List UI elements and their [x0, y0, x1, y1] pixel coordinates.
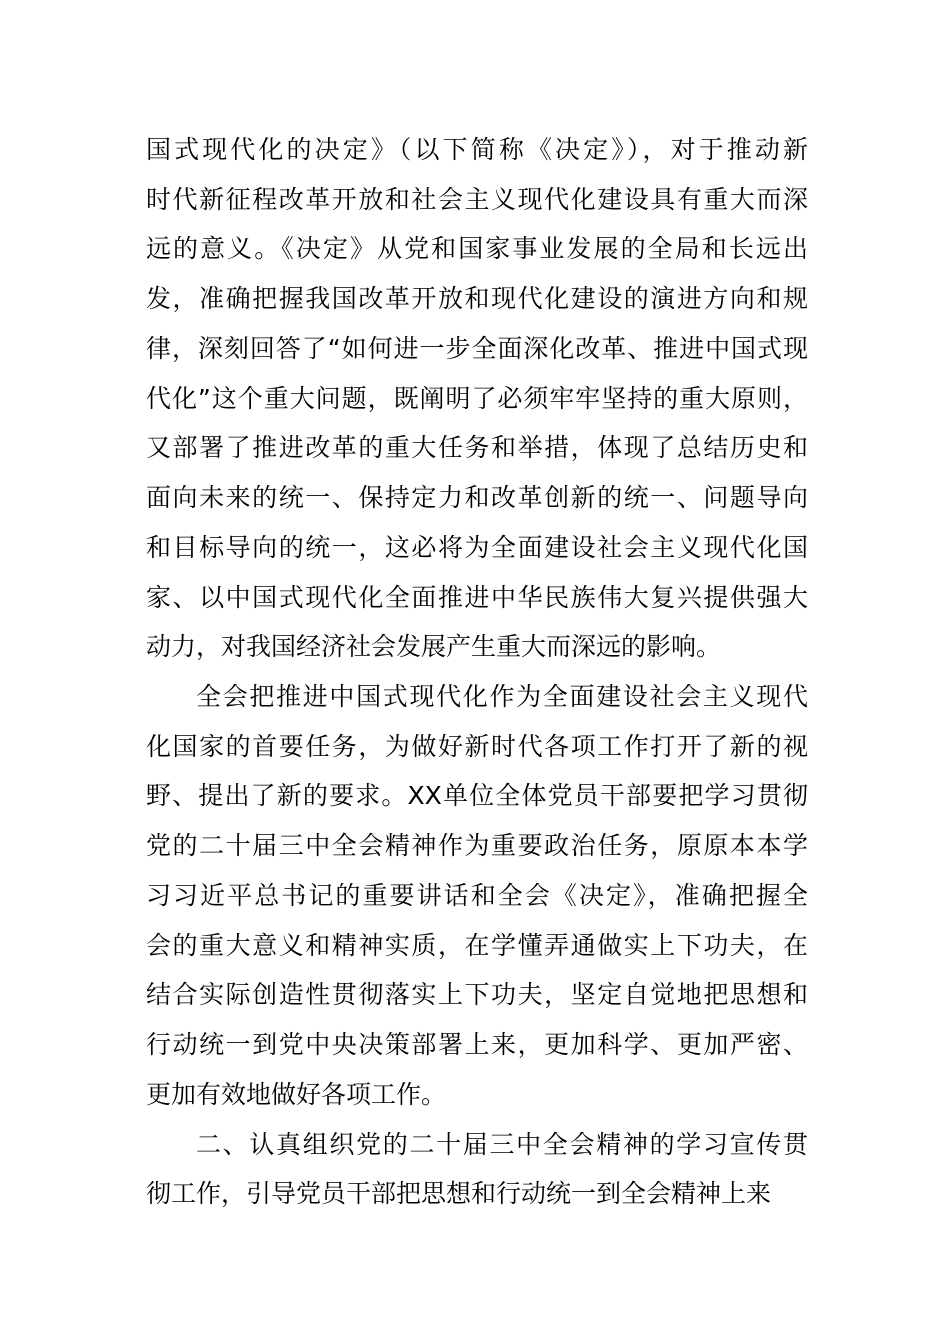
- text-line: 面向未来的统一、保持定力和改革创新的统一、问题导向: [146, 483, 808, 512]
- text-line: 动力，对我国经济社会发展产生重大而深远的影响。: [146, 632, 722, 661]
- text-line: 时代新征程改革开放和社会主义现代化建设具有重大而深: [146, 185, 808, 214]
- text-line: 和目标导向的统一，这必将为全面建设社会主义现代化国: [146, 533, 808, 562]
- text-line: 行动统一到党中央决策部署上来，更加科学、更加严密、: [146, 1030, 808, 1059]
- text-line: 结合实际创造性贯彻落实上下功夫，坚定自觉地把思想和: [146, 980, 808, 1009]
- text-line: 代化”这个重大问题，既阐明了必须牢牢坚持的重大原则，: [146, 384, 808, 413]
- text-line: 国式现代化的决定》（以下简称《决定》），对于推动新: [146, 135, 808, 164]
- text-line: 会的重大意义和精神实质，在学懂弄通做实上下功夫，在: [146, 931, 808, 960]
- text-line: 全会把推进中国式现代化作为全面建设社会主义现代: [196, 682, 808, 711]
- text-line: 发，准确把握我国改革开放和现代化建设的演进方向和规: [146, 284, 808, 313]
- text-line: 野、提出了新的要求。XX单位全体党员干部要把学习贯彻: [146, 781, 808, 810]
- text-line: 家、以中国式现代化全面推进中华民族伟大复兴提供强大: [146, 583, 808, 612]
- text-line: 又部署了推进改革的重大任务和举措，体现了总结历史和: [146, 433, 808, 462]
- heading-line: 二、认真组织党的二十届三中全会精神的学习宣传贯: [196, 1130, 808, 1159]
- text-line: 化国家的首要任务，为做好新时代各项工作打开了新的视: [146, 732, 808, 761]
- text-line: 党的二十届三中全会精神作为重要政治任务，原原本本学: [146, 831, 808, 860]
- text-line: 更加有效地做好各项工作。: [146, 1080, 447, 1109]
- text-line: 远的意义。《决定》从党和国家事业发展的全局和长远出: [146, 234, 808, 263]
- heading-line: 彻工作，引导党员干部把思想和行动统一到全会精神上来: [146, 1179, 772, 1208]
- text-line: 律，深刻回答了“如何进一步全面深化改革、推进中国式现: [146, 334, 808, 363]
- text-line: 习习近平总书记的重要讲话和全会《决定》，准确把握全: [146, 881, 808, 910]
